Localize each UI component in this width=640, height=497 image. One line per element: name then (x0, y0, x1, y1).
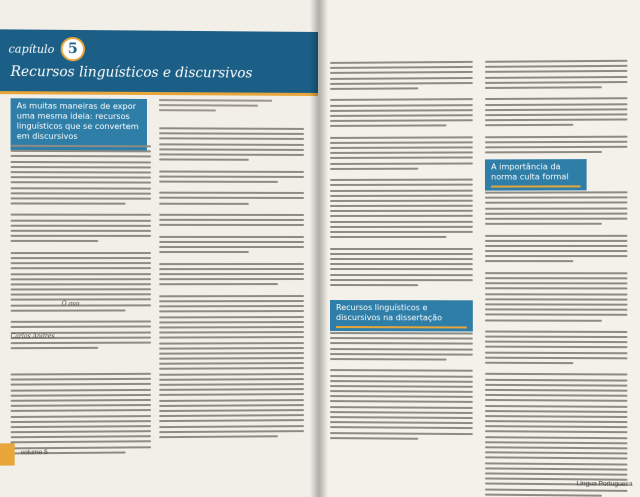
footer-book: Língua Portuguesa (576, 480, 633, 488)
poem-block (159, 99, 300, 115)
section-title-3: A importância da norma culta formal (491, 162, 569, 182)
chapter-label: capítulo (8, 42, 55, 56)
left-column-text-2 (11, 373, 151, 458)
left-page (0, 0, 318, 497)
right-column-text (159, 127, 304, 441)
section-title-box-3 (485, 159, 587, 191)
right-column-b-text (485, 60, 628, 157)
section-title-box-2 (330, 300, 473, 331)
right-column-a-text-2 (330, 332, 473, 443)
section-title-1: As muitas maneiras de expor uma mesma ideia: recursos linguísticos que se convertem em discursivos (16, 101, 139, 142)
header-divider (0, 91, 318, 96)
section-title-box-1 (11, 98, 147, 150)
chapter-tag (2, 37, 91, 60)
right-page (318, 0, 640, 497)
right-column-a-text (330, 61, 473, 289)
chapter-number: 5 (61, 37, 85, 61)
section-title-2: Recursos linguísticos e discursivos na dissertação (336, 303, 443, 323)
footer-volume: volume 5 (20, 449, 48, 457)
footer-accent (0, 443, 15, 465)
right-column-b-text-2 (485, 191, 628, 497)
poem-caption: O ovo (61, 300, 80, 308)
caption-author: Carlos Andrés (10, 332, 55, 341)
chapter-title: Recursos linguísticos e discursivos (10, 63, 253, 82)
left-column-text (11, 145, 151, 353)
